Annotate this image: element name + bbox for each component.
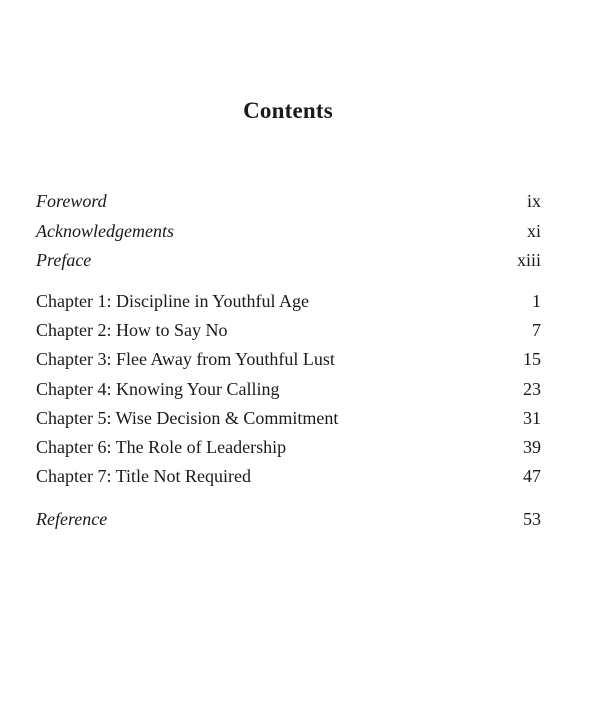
toc-entry-chapter-7 [36,464,541,488]
toc-entry-preface [36,248,541,272]
toc-entry-page: 31 [523,408,541,428]
toc-entry-chapter-4 [36,377,541,401]
toc-entry-page: 7 [532,320,541,340]
toc-entry-page: 47 [523,466,541,486]
page-title: Contents [243,98,333,123]
toc-entry-label: Acknowledgements [36,221,174,241]
toc-entry-acknowledgements [36,219,541,243]
toc-entry-label: Preface [36,250,92,270]
toc-entry-label: Chapter 2: How to Say No [36,320,228,340]
toc-entry-page: 39 [523,437,541,457]
toc-entry-chapter-2 [36,318,541,342]
toc-entry-chapter-5 [36,406,541,430]
toc-entry-chapter-3 [36,347,541,371]
toc-entry-chapter-6 [36,435,541,459]
toc-entry-label: Chapter 6: The Role of Leadership [36,437,287,457]
toc-entry-label: Chapter 7: Title Not Required [36,466,251,486]
toc-entry-label: Reference [36,509,108,529]
toc-entry-label: Chapter 5: Wise Decision & Commitment [36,408,339,428]
toc-entry-page: xiii [516,250,541,270]
toc-entry-page: ix [526,191,541,211]
toc-entry-label: Chapter 1: Discipline in Youthful Age [36,291,309,311]
toc-entry-page: 15 [523,349,541,369]
toc-entry-label: Chapter 4: Knowing Your Calling [36,379,280,399]
toc-entry-foreword [36,189,541,213]
toc-entry-page: 53 [523,509,541,529]
toc-entry-label: Foreword [36,191,107,211]
toc-entry-chapter-1 [36,289,541,313]
toc-entry-reference [36,507,541,531]
toc-entry-page: 23 [523,379,541,399]
toc-entry-label: Chapter 3: Flee Away from Youthful Lust [36,349,335,369]
toc-entry-page: xi [526,221,541,241]
toc-entry-page: 1 [532,291,541,311]
